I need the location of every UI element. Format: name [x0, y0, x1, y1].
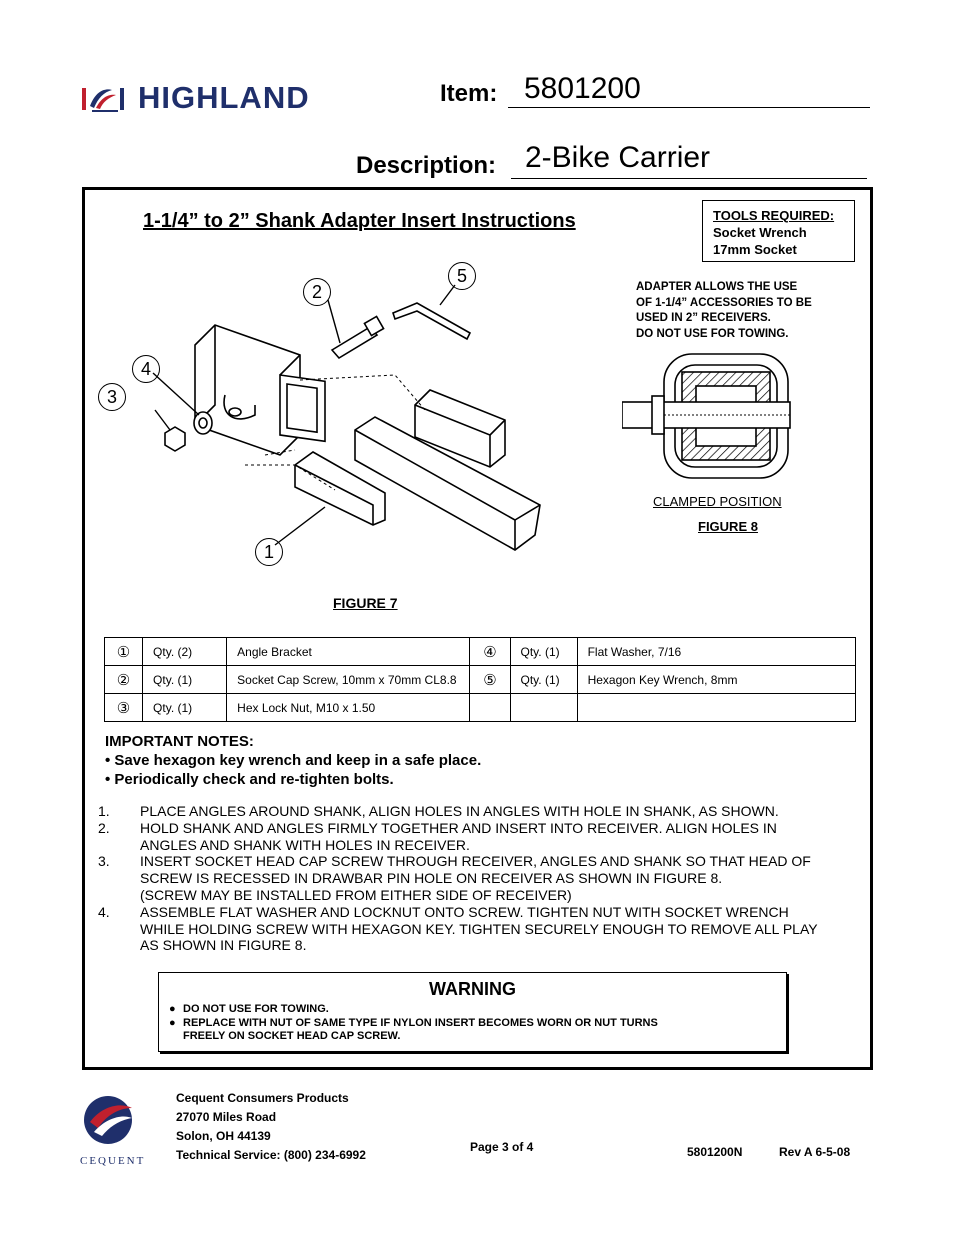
part-number: ④	[470, 638, 510, 666]
adapter-note	[636, 280, 812, 342]
table-row	[105, 694, 856, 722]
step-text: INSERT SOCKET HEAD CAP SCREW THROUGH RECEIVER, ANGLES AND SHANK SO THAT HEAD OF	[140, 853, 811, 870]
clamped-position-label: CLAMPED POSITION	[653, 494, 782, 509]
adapter-note-line: ADAPTER ALLOWS THE USE	[636, 281, 798, 293]
step-text: HOLD SHANK AND ANGLES FIRMLY TOGETHER AND INSERT INTO RECEIVER. ALIGN HOLES IN	[140, 819, 777, 836]
step-text: ANGLES AND SHANK WITH HOLES IN RECEIVER.	[140, 836, 470, 853]
step-number: 2.	[98, 819, 110, 836]
warning-box	[158, 972, 787, 1052]
step-text: SCREW IS RECESSED IN DRAWBAR PIN HOLE ON RECEIVER AS SHOWN IN FIGURE 8.	[140, 870, 723, 887]
address-line: Cequent Consumers Products	[176, 1091, 349, 1105]
tool-item: 17mm Socket	[713, 242, 797, 257]
callout-2: 2	[303, 278, 331, 306]
bullet-icon: ●	[169, 1003, 176, 1015]
company-address	[176, 1089, 366, 1165]
part-number: ⑤	[470, 666, 510, 694]
part-qty	[510, 694, 577, 722]
item-value: 5801200	[508, 72, 870, 108]
item-label: Item:	[440, 80, 498, 107]
warning-text: REPLACE WITH NUT OF SAME TYPE IF NYLON INSERT BECOMES WORN OR NUT TURNS	[183, 1016, 658, 1029]
callout-5: 5	[448, 262, 476, 290]
part-description: Hex Lock Nut, M10 x 1.50	[227, 694, 470, 722]
warning-text: DO NOT USE FOR TOWING.	[183, 1003, 329, 1015]
step-number: 4.	[98, 903, 110, 920]
cequent-mark-icon	[80, 1092, 152, 1150]
figure-8-clamped-diagram	[622, 350, 797, 482]
warning-item	[169, 1017, 786, 1031]
adapter-note-line: OF 1-1/4” ACCESSORIES TO BE	[636, 296, 812, 309]
document-number: 5801200N	[687, 1145, 743, 1159]
revision-label: Rev A 6-5-08	[779, 1145, 851, 1159]
list-item	[82, 803, 852, 820]
figure-7-caption: FIGURE 7	[333, 595, 398, 611]
list-item	[82, 853, 852, 903]
bullet-icon: ●	[169, 1016, 176, 1029]
figure-8-caption: FIGURE 8	[698, 519, 758, 534]
part-number: ②	[105, 666, 143, 694]
part-description	[577, 694, 855, 722]
callout-3: 3	[98, 383, 126, 411]
step-text: (SCREW MAY BE INSTALLED FROM EITHER SIDE OF RECEIVER)	[140, 886, 572, 903]
callout-1: 1	[255, 538, 283, 566]
step-text: ASSEMBLE FLAT WASHER AND LOCKNUT ONTO SCREW. TIGHTEN NUT WITH SOCKET WRENCH	[140, 903, 789, 920]
cequent-wordmark: CEQUENT	[80, 1155, 146, 1167]
address-line: 27070 Miles Road	[176, 1110, 277, 1124]
step-text: WHILE HOLDING SCREW WITH HEXAGON KEY. TIGHTEN SECURELY ENOUGH TO REMOVE ALL PLAY	[140, 920, 818, 937]
part-description: Flat Washer, 7/16	[577, 638, 855, 666]
part-qty: Qty. (1)	[510, 638, 577, 666]
address-line: Technical Service: (800) 234-6992	[176, 1148, 366, 1162]
hex-key-part	[393, 303, 470, 339]
step-text: AS SHOWN IN FIGURE 8.	[140, 937, 307, 954]
list-item	[82, 820, 852, 854]
adapter-note-line: DO NOT USE FOR TOWING.	[636, 327, 789, 340]
table-row	[105, 638, 856, 666]
parts-table	[104, 637, 856, 722]
notes-heading: IMPORTANT NOTES:	[105, 733, 254, 750]
important-notes	[105, 732, 481, 789]
part-number	[470, 694, 510, 722]
part-qty: Qty. (1)	[510, 666, 577, 694]
table-row	[105, 666, 856, 694]
step-number: 3.	[98, 853, 110, 870]
description-value: 2-Bike Carrier	[511, 141, 867, 179]
part-description: Angle Bracket	[227, 638, 470, 666]
description-label: Description:	[356, 152, 497, 179]
part-description: Hexagon Key Wrench, 8mm	[577, 666, 855, 694]
instruction-steps	[82, 803, 852, 954]
adapter-note-line: USED IN 2” RECEIVERS.	[636, 312, 771, 324]
highland-mark-icon	[82, 84, 124, 114]
part-qty: Qty. (2)	[143, 638, 227, 666]
part-number: ①	[105, 638, 143, 666]
address-line: Solon, OH 44139	[176, 1129, 271, 1143]
locknut-part	[165, 427, 185, 451]
part-qty: Qty. (1)	[143, 666, 227, 694]
step-text: PLACE ANGLES AROUND SHANK, ALIGN HOLES IN ANGLES WITH HOLE IN SHANK, AS SHOWN.	[140, 803, 779, 819]
note-item: • Save hexagon key wrench and keep in a safe place.	[105, 752, 482, 769]
tools-heading: TOOLS REQUIRED:	[713, 208, 835, 223]
highland-logo	[82, 80, 387, 115]
cequent-logo	[80, 1092, 152, 1167]
tool-item: Socket Wrench	[713, 225, 807, 240]
part-number: ③	[105, 694, 143, 722]
part-qty: Qty. (1)	[143, 694, 227, 722]
part-description: Socket Cap Screw, 10mm x 70mm CL8.8	[227, 666, 470, 694]
list-item	[82, 904, 852, 954]
step-number: 1.	[98, 803, 110, 819]
warning-text: FREELY ON SOCKET HEAD CAP SCREW.	[183, 1030, 401, 1042]
instructions-title: 1-1/4” to 2” Shank Adapter Insert Instructions	[143, 210, 576, 232]
brand-name: HIGHLAND	[138, 80, 310, 115]
warning-title: WARNING	[429, 979, 516, 999]
note-item: • Periodically check and re-tighten bolts.	[105, 771, 394, 788]
tools-required-box	[702, 200, 855, 262]
page-number: Page 3 of 4	[470, 1140, 534, 1154]
warning-item	[169, 1003, 786, 1017]
callout-4: 4	[132, 355, 160, 383]
